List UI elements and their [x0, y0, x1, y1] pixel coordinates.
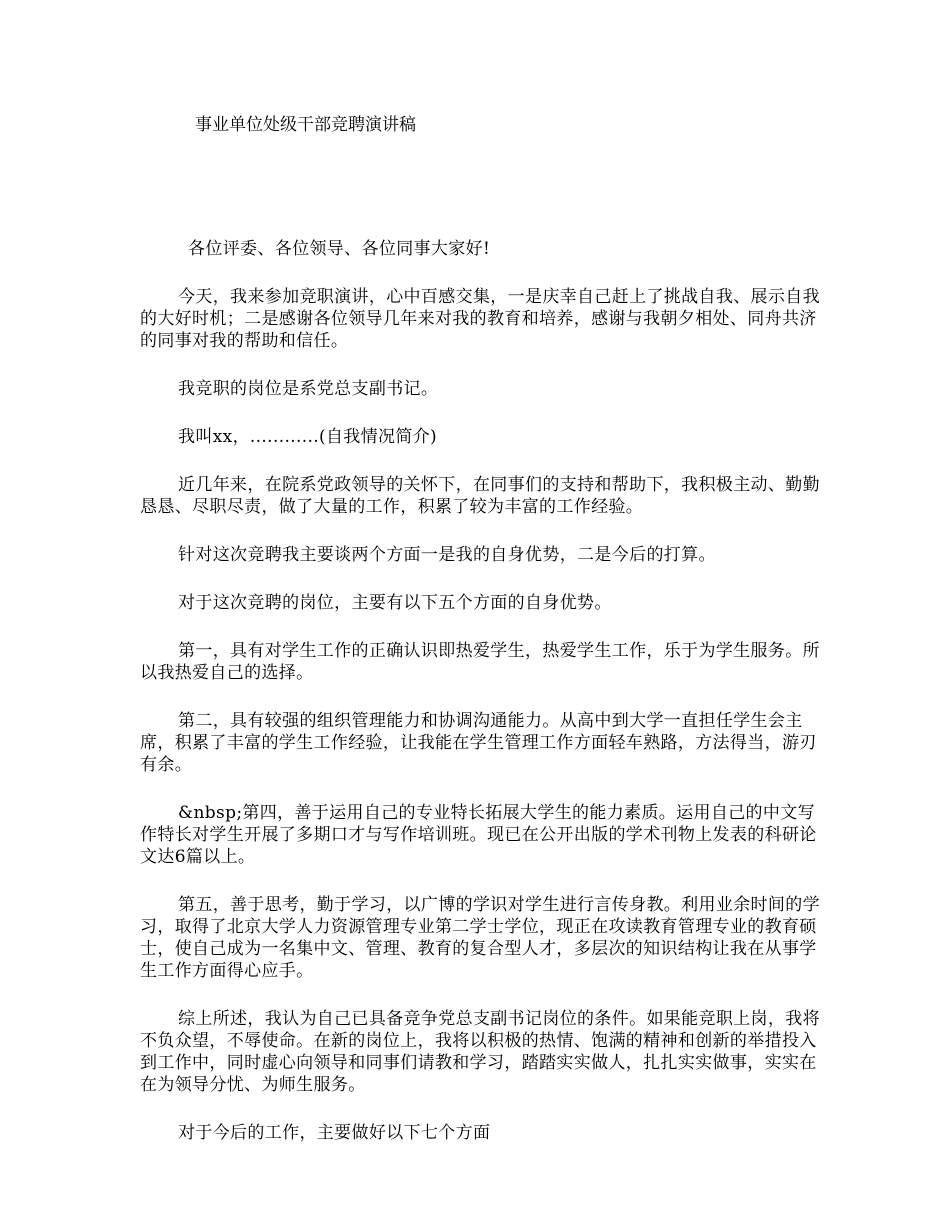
document-title: 事业单位处级干部竞聘演讲稿: [195, 115, 416, 135]
paragraph-greeting: 各位评委、各位领导、各位同事大家好!: [188, 239, 491, 259]
paragraph-advantage-2: 第二，具有较强的组织管理能力和协调沟通能力。从高中到大学一直担任学生会主席，积累了丰富的学生工作经验，让我能在学生管理工作方面轻车熟路，方法得当，游刃有余。: [140, 711, 817, 775]
paragraph-position: 我竞职的岗位是系党总支副书记。: [178, 379, 439, 399]
document-body: [140, 238, 830, 1170]
paragraph-experience: 近几年来，在院系党政领导的关怀下，在同事们的支持和帮助下，我积极主动、勤勤恳恳、尽职尽责，做了大量的工作，积累了较为丰富的工作经验。: [140, 475, 820, 517]
paragraph-advantages-intro: 对于这次竞聘的岗位，主要有以下五个方面的自身优势。: [178, 593, 612, 613]
paragraph-advantage-5: 第五，善于思考，勤于学习，以广博的学识对学生进行言传身教。利用业余时间的学习，取得了北京大学人力资源管理专业第二学士学位，现正在攻读教育管理专业的教育硕士，使自己成为一名集中文、管理、教育的复合型人才，多层次的知识结构让我在从事学生工作方面得心应手。: [140, 895, 820, 981]
paragraph-advantage-1: 第一，具有对学生工作的正确认识即热爱学生，热爱学生工作，乐于为学生服务。所以我热爱自己的选择。: [140, 641, 820, 683]
paragraph-opening: 今天，我来参加竞职演讲，心中百感交集，一是庆幸自己赶上了挑战自我、展示自我的大好时机；二是感谢各位领导几年来对我的教育和培养，感谢与我朝夕相处、同舟共济的同事对我的帮助和信任。: [140, 287, 820, 351]
paragraph-future-work: 对于今后的工作，主要做好以下七个方面: [178, 1123, 491, 1143]
paragraph-self-intro: 我叫xx，............(自我情况简介): [178, 427, 438, 447]
paragraph-advantage-4: &nbsp;第四，善于运用自己的专业特长拓展大学生的能力素质。运用自己的中文写作特长对学生开展了多期口才与写作培训班。现已在公开出版的学术刊物上发表的科研论文达6篇以上。: [140, 803, 817, 867]
paragraph-summary: 综上所述，我认为自己已具备竞争党总支副书记岗位的条件。如果能竞职上岗，我将不负众望，不辱使命。在新的岗位上，我将以积极的热情、饱满的精神和创新的举措投入到工作中，同时虚心向领导和同事们请教和学习，踏踏实实做人，扎扎实实做事，实实在在为领导分忧、为师生服务。: [140, 1009, 820, 1095]
paragraph-outline: 针对这次竞聘我主要谈两个方面一是我的自身优势，二是今后的打算。: [178, 545, 716, 565]
